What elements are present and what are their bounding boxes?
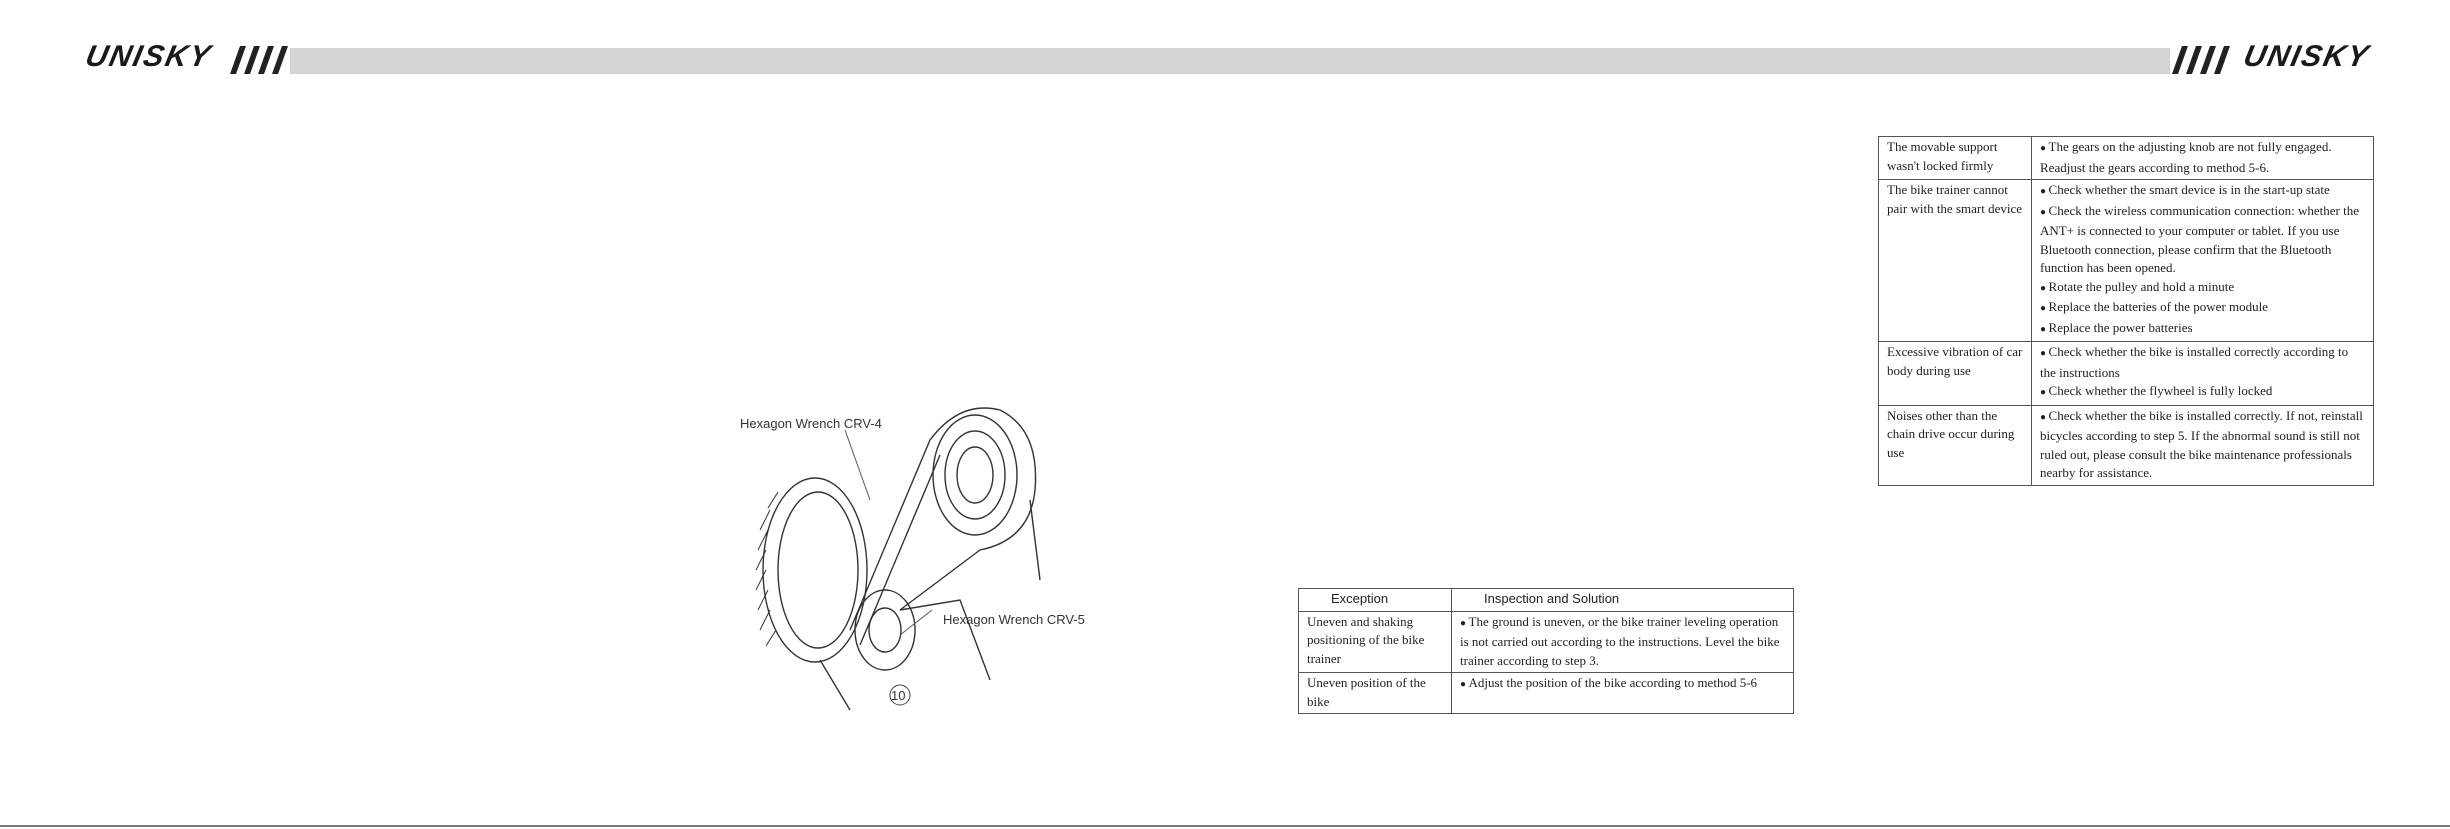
table-row: [1879, 405, 2374, 485]
header-inspection-solution: Inspection and Solution: [1452, 589, 1794, 612]
table-row: [1299, 611, 1794, 673]
solution-item: ● The gears on the adjusting knob are not fully engaged. Readjust the gears according to method 5-6.: [2040, 138, 2365, 177]
table-row: [1299, 673, 1794, 714]
exception-cell: Uneven position of the bike: [1299, 673, 1452, 714]
solution-item: ● Rotate the pulley and hold a minute: [2040, 278, 2365, 299]
solution-item: ● Replace the power batteries: [2040, 319, 2365, 340]
troubleshooting-table-right: [1878, 136, 2374, 486]
solution-item: ● Replace the batteries of the power module: [2040, 298, 2365, 319]
troubleshooting-table-left: [1298, 588, 1794, 714]
header-exception: Exception: [1299, 589, 1452, 612]
table-row: [1879, 137, 2374, 180]
header-stripes-right-icon: [2168, 44, 2238, 76]
brand-logo-right: UNISKY: [2240, 40, 2373, 73]
callout-hexagon-wrench-crv4: Hexagon Wrench CRV-4: [740, 416, 882, 431]
table-row: [1879, 180, 2374, 342]
exception-cell: Excessive vibration of car body during use: [1879, 342, 2032, 406]
exception-cell: The movable support wasn't locked firmly: [1879, 137, 2032, 180]
exception-cell: The bike trainer cannot pair with the smart device: [1879, 180, 2032, 342]
table-row: [1879, 342, 2374, 406]
brand-logo-left: UNISKY: [82, 40, 215, 73]
solution-item: ● Check whether the bike is installed correctly. If not, reinstall bicycles according to step 5. If the abnormal sound is still not ruled out, please consult the bike maintenance professionals nearby for assistance.: [2040, 407, 2365, 483]
solution-item: ● Check whether the flywheel is fully locked: [2040, 382, 2365, 403]
solution-cell: [2032, 137, 2374, 180]
exception-cell: Noises other than the chain drive occur during use: [1879, 405, 2032, 485]
header-band-left: [290, 48, 1250, 74]
solution-item: ● Check whether the smart device is in the start-up state: [2040, 181, 2365, 202]
callout-hexagon-wrench-crv5: Hexagon Wrench CRV-5: [943, 612, 1085, 627]
exception-cell: Uneven and shaking positioning of the bike trainer: [1299, 611, 1452, 673]
bike-trainer-illustration: [700, 380, 1120, 720]
solution-item: ● Adjust the position of the bike according to method 5-6: [1460, 674, 1785, 695]
solution-item: ● The ground is uneven, or the bike trainer leveling operation is not carried out according to the instructions. Level the bike trainer according to step 3.: [1460, 613, 1785, 671]
figure-step-number: 10: [891, 688, 906, 703]
solution-item: ● Check whether the bike is installed correctly according to the instructions: [2040, 343, 2365, 382]
solution-cell: [2032, 342, 2374, 406]
solution-cell: [1452, 673, 1794, 714]
solution-item: ● Check the wireless communication connection: whether the ANT+ is connected to your computer or tablet. If you use Bluetooth connection, please confirm that the Bluetooth function has been opened.: [2040, 202, 2365, 278]
header-band-right: [1250, 48, 2170, 74]
solution-cell: [2032, 405, 2374, 485]
header-stripes-left-icon: [222, 44, 292, 76]
solution-cell: [1452, 611, 1794, 673]
bottom-divider: [0, 825, 2450, 827]
solution-cell: [2032, 180, 2374, 342]
table-header-row: [1299, 589, 1794, 612]
